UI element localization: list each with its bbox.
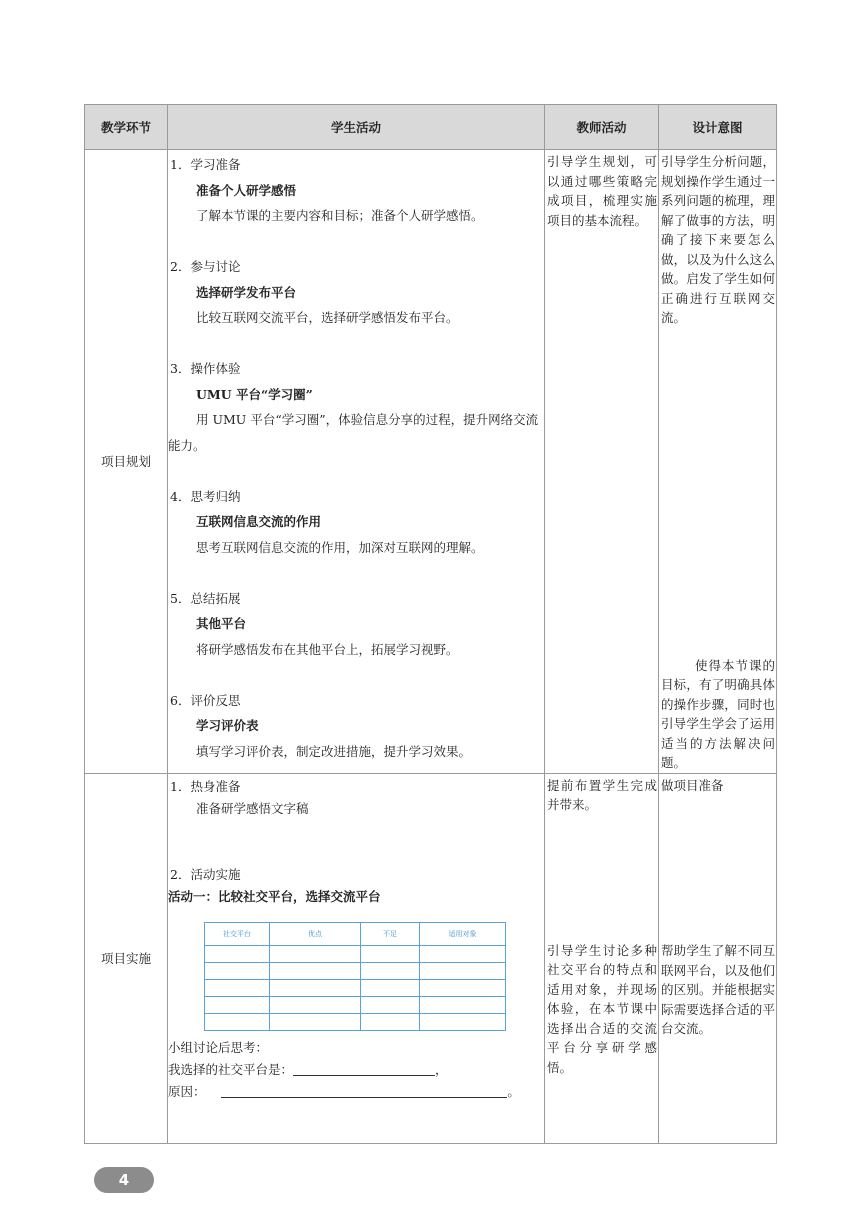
section-heading: 1．学习准备 [170, 157, 241, 172]
section-heading: 3．操作体验 [170, 361, 241, 376]
mini-header: 社交平台 [205, 922, 270, 945]
design-intent-cell [659, 150, 777, 774]
design-intent-cell [659, 773, 777, 1143]
choice-label: 我选择的社交平台是： [168, 1061, 294, 1077]
activity-heading: 2．活动实施 [170, 866, 241, 882]
header-stage: 教学环节 [85, 105, 168, 150]
activity-title: 活动一：比较社交平台，选择交流平台 [168, 888, 381, 904]
reason-blank[interactable] [221, 1083, 507, 1098]
teacher-activity-text: 提前布置学生完成并带来。 [547, 777, 657, 812]
mini-header: 适用对象 [420, 922, 506, 945]
header-student-activity: 学生活动 [168, 105, 545, 150]
warmup-text: 准备研学感悟文字稿 [196, 800, 309, 816]
lesson-plan-table [84, 104, 777, 1144]
discussion-prompt: 小组讨论后思考： [168, 1039, 269, 1055]
teacher-activity-cell [545, 150, 659, 774]
page-number: 4 [94, 1167, 154, 1193]
section-heading: 6．评价反思 [170, 692, 241, 708]
teacher-activity-text: 引导学生规划，可以通过哪些策略完成项目，梳理实施项目的基本流程。 [547, 154, 657, 228]
stage-cell: 项目实施 [85, 773, 168, 1143]
section-heading: 2．参与讨论 [170, 259, 241, 274]
row-project-planning [85, 150, 777, 774]
student-activity-cell [168, 150, 545, 774]
student-activity-cell [168, 773, 545, 1143]
mini-header: 不足 [361, 922, 420, 945]
teacher-activity-cell [545, 773, 659, 1143]
section-text: 用 UMU 平台“学习圈”，体验信息分享的过程，提升网络交流能力。 [168, 412, 539, 453]
section-heading: 4．思考归纳 [170, 488, 241, 504]
platform-comparison-table [204, 922, 506, 1031]
section-text: 思考互联网信息交流的作用，加深对互联网的理解。 [196, 539, 484, 555]
section-title: 其他平台 [196, 616, 247, 631]
section-text: 填写学习评价表，制定改进措施，提升学习效果。 [196, 743, 472, 759]
reason-label: 原因： [168, 1083, 206, 1099]
section-text: 比较互联网交流平台，选择研学感悟发布平台。 [196, 310, 459, 325]
design-intent-text: 做项目准备 [661, 777, 724, 793]
choice-end: ， [435, 1061, 448, 1077]
teacher-activity-text-2: 引导学生讨论多种社交平台的特点和适用对象，并现场体验，在本节课中选择出合适的交流平台分享研学感悟。 [547, 942, 657, 1075]
mini-header: 优点 [270, 922, 361, 945]
design-intent-text-2: 使得本节课的目标，有了明确具体的操作步骤，同时也引导学生学会了运用适当的方法解决问题。 [661, 657, 775, 770]
design-intent-text-2: 帮助学生了解不同互联网平台，以及他们的区别。并能根据实际需要选择合适的平台交流。 [661, 943, 775, 1036]
header-teacher-activity: 教师活动 [545, 105, 659, 150]
choice-line [168, 1059, 544, 1081]
choice-blank[interactable] [293, 1061, 435, 1076]
section-title: 互联网信息交流的作用 [196, 514, 322, 529]
header-row [85, 105, 777, 150]
section-title: UMU 平台“学习圈” [196, 386, 313, 402]
warmup-heading: 1．热身准备 [170, 778, 241, 794]
section-title: 准备个人研学感悟 [196, 182, 297, 198]
row-project-implementation [85, 773, 777, 1143]
section-title: 选择研学发布平台 [196, 284, 297, 300]
section-title: 学习评价表 [196, 718, 259, 733]
reason-end: 。 [507, 1083, 520, 1099]
section-text: 将研学感悟发布在其他平台上，拓展学习视野。 [196, 641, 459, 657]
section-heading: 5．总结拓展 [170, 590, 241, 606]
reason-line [168, 1081, 544, 1103]
header-design-intent: 设计意图 [659, 105, 777, 150]
stage-cell: 项目规划 [85, 150, 168, 774]
design-intent-text: 引导学生分析问题，规划操作学生通过一系列问题的梳理，理解了做事的方法，明确了接下来要怎么做，以及为什么这么做。启发了学生如何正确进行互联网交流。 [661, 154, 775, 325]
section-text: 了解本节课的主要内容和目标；准备个人研学感悟。 [196, 208, 484, 223]
